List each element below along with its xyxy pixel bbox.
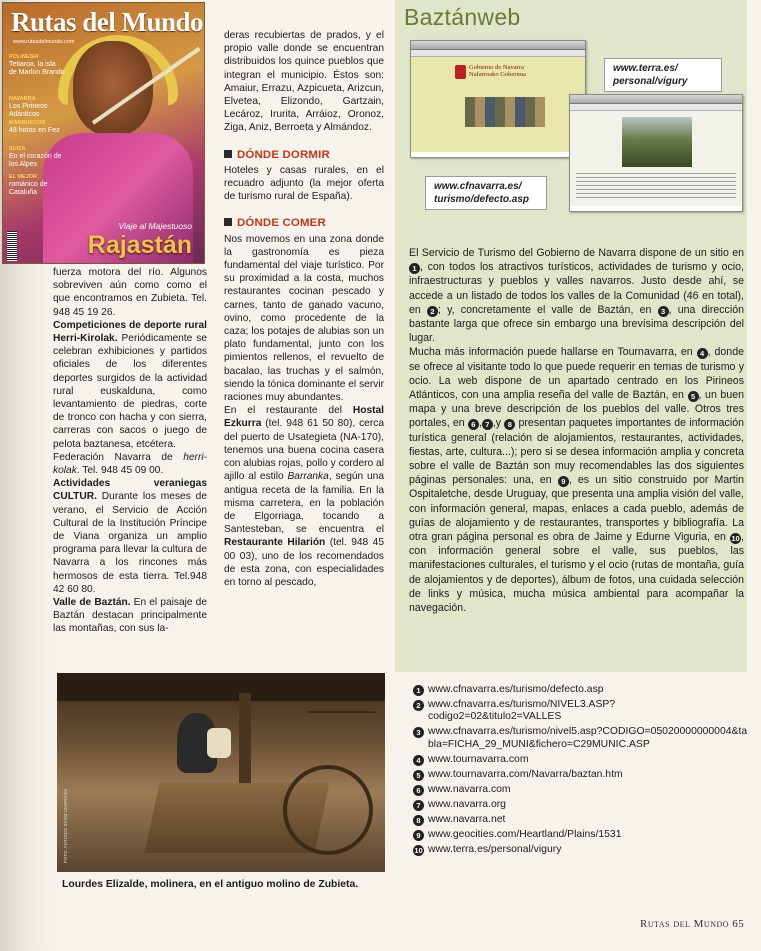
page-footer [640,918,744,930]
paragraph: deras recubiertas de prados, y el propio valle donde se encuentran distribuidos los quince pueblos que integran el municipio. Éstos son: Amaiur, Errazu, Azpicueta, Arizcun, Elvetea, Elizondo, Gartzain, Lecároz, Irurita, Arráioz, Oronoz, Ziga, Aniz, Berroeta y Almándoz. [224,30,384,134]
link-item[interactable]: 4 www.tournavarra.com [413,754,748,766]
section-title: Actividades veraniegas CULTUR. [53,478,207,503]
link-item[interactable]: 9 www.geocities.com/Heartland/Plains/1531 [413,829,748,841]
cover-item: POLINESIA Tetiaroa, la isla de Marlon Brando [9,54,65,76]
dormir-heading: DÓNDE DORMIR [224,149,384,162]
section-title: Valle de Baztán. [53,597,131,609]
wheel-frame [283,765,373,855]
photo-credit: FOTO: ANTONIO SAINZ-IZARRAGA [63,788,68,863]
photo-caption: Lourdes Elizalde, molinera, en el antiguo molino de Zubieta. [62,879,359,890]
cover-headline: Rajastán [87,231,192,259]
cover-item: EL MEJOR románico de Cataluña [9,174,48,196]
section-title: Competiciones de deporte rural Herri-Kirolak. [53,319,207,345]
screenshot-cfnavarra [410,40,586,158]
page-text-lines [576,173,736,201]
callout-vigury: www.terra.es/ personal/vigury [604,58,722,92]
paragraph: fuerza motora del río. Algunos sobreviven aún como como el que encontramos en Zubieta. Tel. 948 45 19 26. [53,267,207,318]
text-column-1: fuerza motora del río. Algunos sobreviven aún como como el que encontramos en Zubieta. Tel. 948 45 19 26. Competiciones de deporte rural Herri-Kirolak. Periódicamente se celebran exhibiciones y partidos oficiales de los diferentes deportes surgidos de la actividad rural euskalduna, como levantamiento de piedras, corte de tronco con hacha y con sierra, carreras con sacos o juego de pelota baztanesa, etcétera. Federación Navarra de herri-kolak. Tel. 948 45 09 00. Actividades veraniegas CULTUR. Durante los meses de verano, el Servicio de Acción Cultural de la Institución Príncipe de Viana organiza un amplio programa para llevar la cultura de Navarra a los rincones más hermosos de esta tierra. Tel.948 42 60 80. Valle de Baztán. En el paisaje de Baztán destacan principalmente las montañas, con sus la- [53,267,207,635]
paragraph: En el restaurante del Hostal Ezkurra (tel. 948 61 50 80), cerca del puerto de Usategieta (NA-170), tenemos una buena cocina casera con alubias rojas, pollo y cordero al ajillo al estilo Barranka, según una antigua receta de la familia. En la misma carretera, en la población de Elgorriaga, tocando a Santesteban, se encuentra el Restaurante Hilarión (tel. 948 45 00 03), uno de los recomendados de esta zona, con especialidades en torno al pescado, [224,405,384,588]
valley-photo [622,117,692,167]
paragraph: El Servicio de Turismo del Gobierno de Navarra dispone de un sitio en 1 , con todos los atractivos turísticos, actividades de turismo y ocio, infraestructuras y pueblos y valles navarros. Justo desde ahí, se accede a un listado de todos los valles de la Comunidad (46 en total), en 2 ; y, concretamente el valle de Baztán, en 3 , una dirección bastante larga que ofrece sin embargo una brevísima descripción del lugar. [409,247,744,345]
cover-item: NAVARRA Los Pirineos Atlánticos [9,96,48,118]
link-item[interactable]: 5 www.tournavarra.com/Navarra/baztan.htm [413,769,748,781]
cover-item: MARRUECOS 48 horas en Fez [9,120,60,134]
paragraph: Nos movemos en una zona donde la gastronomía es pieza fundamental del viaje turístico. Por su proximidad a la costa, muchos restaurantes cocinan pescado y carnes, tanto de ganado vacuno, ovino, como procedente de la caza; los potajes de alubias son un plato fundamental, junto con los pimientos rellenos, el revuelto de bacalao, las truchas y el salmón, siendo la tónica dominante el servir raciones muy abundantes. [224,233,384,404]
comer-heading: DÓNDE COMER [224,217,384,230]
flour-sack [207,728,231,758]
magazine-url: www.rutasdelmundo.com [13,39,75,45]
web-section-heading: Baztánweb [404,4,521,30]
cover-subtitle: Viaje al Majestuoso [118,221,192,231]
page-number: 65 [732,918,745,930]
paragraph: Mucha más información puede hallarse en Tournavarra, en 4 , donde se ofrece al visitante todo lo que puede requerir en temas de turismo y ocio. La web dispone de un apartado centrado en los Pirineos Atlánticos, con una amplia reseña del valle de Baztán, en 5 , un buen mapa y una breve descripción de los pueblos del valle. Otros tres portales, en 6 , 7 ,y 8 presentan paquetes importantes de información turística general (relación de alojamientos, restaurantes, actividades, fiestas, arte, cultura...); pero si se desea información amplia y concreta sobre el valle de Baztán son muy recomendables las dos siguientes páginas personales: una, en 9 , es un sitio construido por Martin Ospitaletche, desde Uruguay, que presenta una amplia visión del valle, con información general, mapas, enlaces a cada pueblo, además de guías de alojamiento y de restaurantes, transportes y bibliografía. La otra gran página personal es obra de Jaime y Edurne Viguria, en 10, con información general sobre el valle, sus pueblos, las manifestaciones culturales, el turismo y el ocio (rutas de montaña, guía de alojamientos y de deportes), álbum de fotos, una cuidada selección de links y música, mucha música ambiental para acompañar la navegación. [409,346,745,615]
ceiling-beams [57,673,385,701]
link-item[interactable]: 6 www.navarra.com [413,784,748,796]
screenshot-vigury [569,94,743,212]
barcode-icon [7,231,17,261]
text-column-2 [224,29,384,589]
cover-item: SUIZA En el corazón de los Alpes [9,146,62,168]
link-item[interactable]: 3 www.cfnavarra.es/turismo/nivel5.asp?CODIGO=05020000000004&tabla=FICHA_29_MUNI&fichero=C29MUNIC.ASP [413,726,748,751]
link-item[interactable]: 8 www.navarra.net [413,814,748,826]
site-logo-text: Gobierno de Navarra Nafarroako Gobernua [469,64,526,78]
iron-bar [307,711,375,713]
link-item[interactable]: 7 www.navarra.org [413,799,748,811]
callout-cfnavarra: www.cfnavarra.es/ turismo/defecto.asp [425,176,547,210]
link-list [413,684,748,859]
paragraph: Hoteles y casas rurales, en el recuadro adjunto (la mejor oferta de turismo rural de España). [224,164,384,203]
magazine-cover [2,2,205,264]
magazine-title: Rutas del Mundo [11,7,204,37]
text-column-3 [409,246,744,615]
navarra-shield-icon [455,65,466,79]
link-item[interactable]: 2 www.cfnavarra.es/turismo/NIVEL3.ASP?codigo2=02&titulo2=VALLES [413,699,748,724]
link-item[interactable]: 10 www.terra.es/personal/vigury [414,843,562,855]
footer-magazine: Rutas del Mundo [640,918,730,930]
mill-photo [57,673,385,872]
link-item[interactable]: 1 www.cfnavarra.es/turismo/defecto.asp [413,684,748,696]
photo-collage [465,97,545,127]
